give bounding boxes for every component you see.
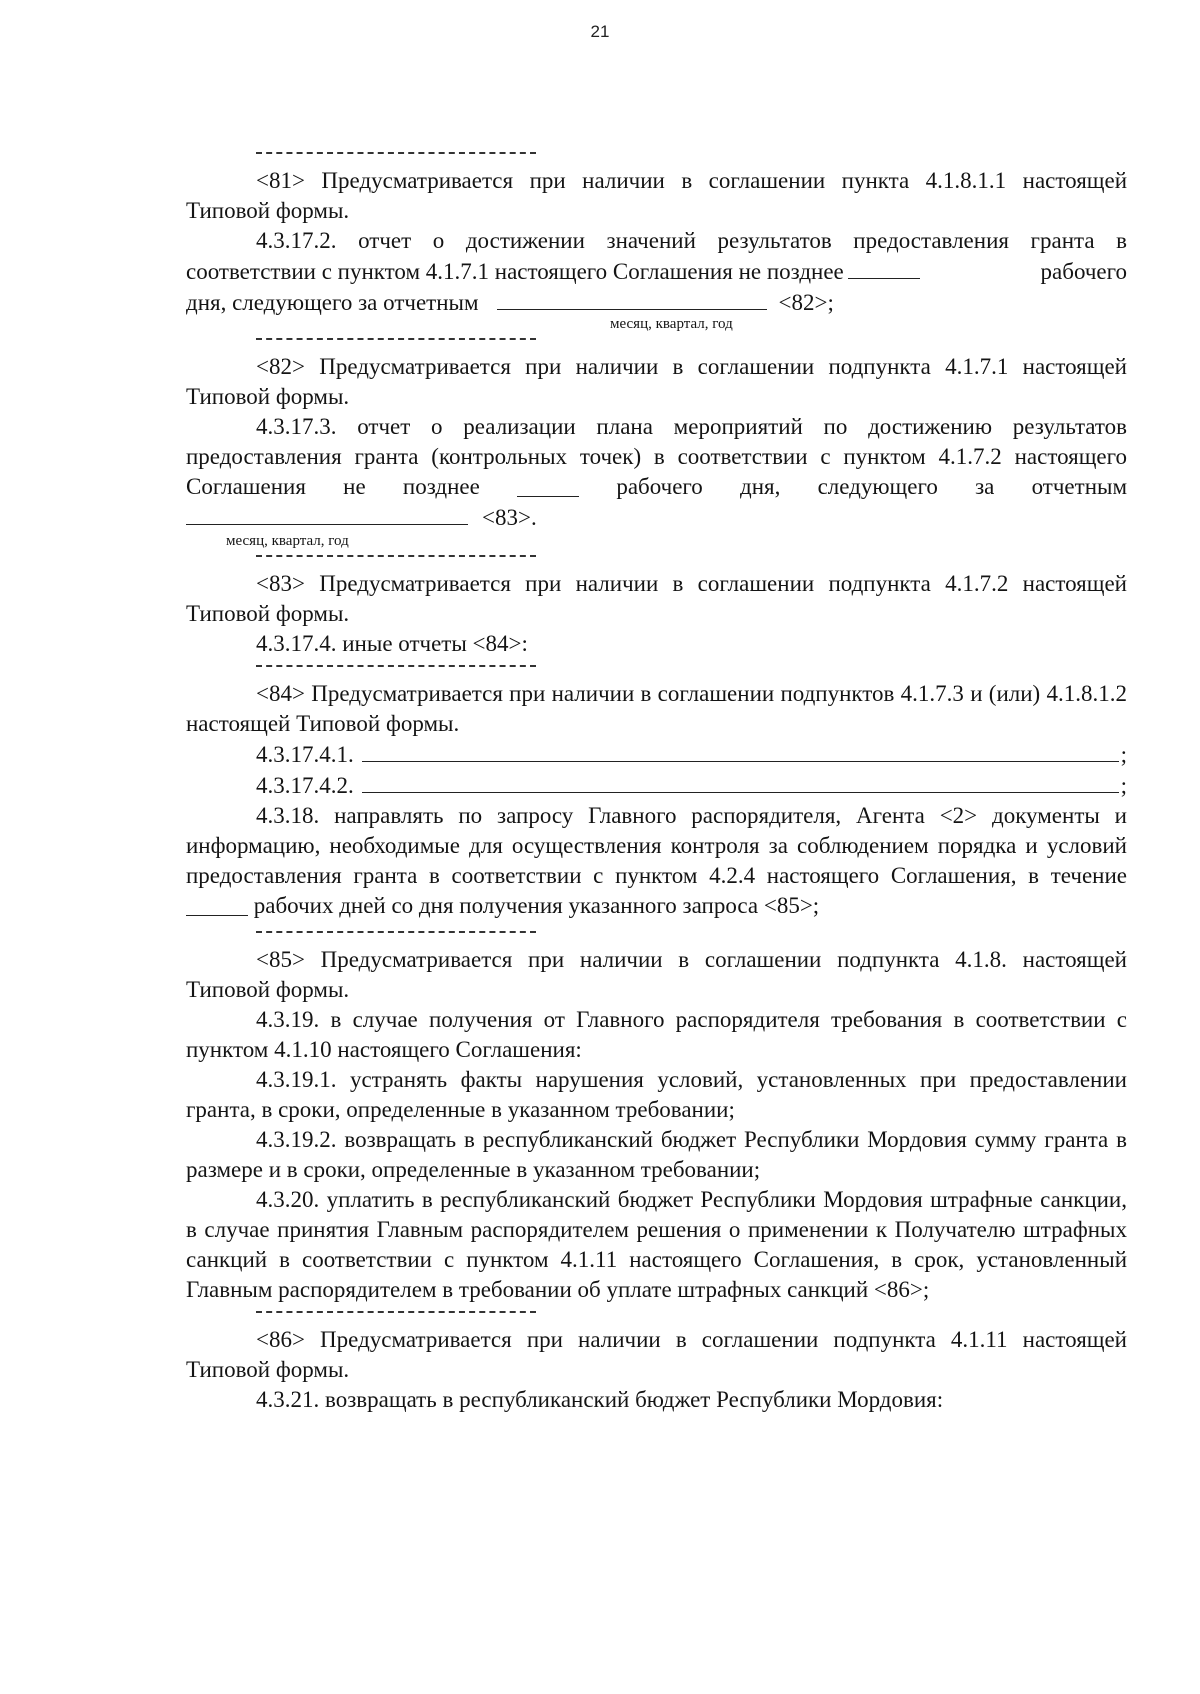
- text-fragment: рабочего дня, следующего за отчетным: [616, 474, 1128, 499]
- document-body: [186, 146, 1127, 1415]
- footnote-84: <84> Предусматривается при наличии в соглашении подпунктов 4.1.7.3 и (или) 4.1.8.1.2 настоящей Типовой формы.: [186, 681, 1127, 736]
- paragraph-4-3-17-2: [186, 226, 1127, 332]
- paragraph-4-3-20: 4.3.20. уплатить в республиканский бюджет Республики Мордовия штрафные санкции, в случае принятия Главным распорядителем решения о применении к Получателю штрафных санкций в соответствии с пунктом 4.1.11 настоящего Соглашения, в срок, установленный Главным распорядителем в требовании об уплате штрафных санкций <86>;: [186, 1187, 1127, 1302]
- paragraph-line: [186, 256, 1127, 287]
- footnote-separator: [256, 338, 536, 340]
- paragraph-4-3-19: 4.3.19. в случае получения от Главного распорядителя требования в соответствии с пунктом 4.1.10 настоящего Соглашения:: [186, 1007, 1127, 1062]
- field-caption: месяц, квартал, год: [226, 533, 349, 549]
- blank-field[interactable]: [848, 256, 920, 279]
- text-fragment: 4.3.18. направлять по запросу Главного распорядителя, Агента <2> документы и информацию, необходимые для осуществления контроля за соблюдением порядка и условий предоставления гранта в соответствии с пунктом 4.2.4 настоящего Соглашения, в течение: [186, 803, 1127, 888]
- blank-field[interactable]: [362, 770, 1119, 793]
- footnote-82: <82> Предусматривается при наличии в соглашении подпункта 4.1.7.1 настоящей Типовой формы.: [186, 354, 1127, 409]
- blank-field[interactable]: [497, 287, 767, 310]
- paragraph-line: 4.3.17.2. отчет о достижении значений результатов предоставления гранта в: [256, 228, 1127, 253]
- text-fragment: <83>.: [482, 505, 537, 530]
- footnote-86: <86> Предусматривается при наличии в соглашении подпункта 4.1.11 настоящей Типовой формы.: [186, 1327, 1127, 1382]
- item-label: 4.3.17.4.2.: [256, 773, 354, 798]
- footnote-separator: [256, 1311, 536, 1313]
- paragraph-text: [186, 412, 1127, 502]
- page-number: 21: [590, 22, 610, 41]
- text-fragment: рабочего: [1040, 259, 1127, 284]
- paragraph-4-3-17-4: 4.3.17.4. иные отчеты <84>:: [256, 631, 528, 656]
- field-caption: месяц, квартал, год: [610, 316, 733, 332]
- footnote-separator: [256, 555, 536, 557]
- blank-field[interactable]: [186, 502, 468, 525]
- item-label: 4.3.17.4.1.: [256, 742, 354, 767]
- blank-field[interactable]: [362, 739, 1119, 762]
- item-end: ;: [1120, 742, 1127, 767]
- footnote-separator: [256, 152, 536, 154]
- paragraph-line: [186, 502, 1127, 533]
- blank-field[interactable]: [517, 474, 579, 497]
- paragraph-line: [186, 287, 1127, 318]
- footnote-81: <81> Предусматривается при наличии в соглашении пункта 4.1.8.1.1 настоящей Типовой формы.: [186, 168, 1127, 223]
- text-fragment: <82>;: [778, 290, 834, 315]
- paragraph-4-3-21: 4.3.21. возвращать в республиканский бюджет Республики Мордовия:: [256, 1387, 944, 1412]
- footnote-83: <83> Предусматривается при наличии в соглашении подпункта 4.1.7.2 настоящей Типовой формы.: [186, 571, 1127, 626]
- item-4-3-17-4-1: [186, 739, 1127, 770]
- item-end: ;: [1120, 773, 1127, 798]
- item-4-3-17-4-2: [186, 770, 1127, 801]
- footnote-separator: [256, 931, 536, 933]
- paragraph-4-3-19-2: 4.3.19.2. возвращать в республиканский бюджет Республики Мордовия сумму гранта в размере и в сроки, определенные в указанном требовании;: [186, 1127, 1127, 1182]
- footnote-85: <85> Предусматривается при наличии в соглашении подпункта 4.1.8. настоящей Типовой формы.: [186, 947, 1127, 1002]
- blank-field[interactable]: [186, 893, 248, 916]
- text-fragment: дня, следующего за отчетным: [186, 290, 479, 315]
- paragraph-4-3-18: [186, 801, 1127, 921]
- footnote-separator: [256, 665, 536, 667]
- text-fragment: 4.3.17.3. отчет о реализации плана мероприятий по достижению результатов предоставления гранта (контрольных точек) в соответствии с пунктом 4.1.7.2 настоящего Соглашения не позднее: [186, 414, 1127, 499]
- paragraph-4-3-19-1: 4.3.19.1. устранять факты нарушения условий, установленных при предоставлении гранта, в сроки, определенные в указанном требовании;: [186, 1067, 1127, 1122]
- paragraph-4-3-17-3: [186, 412, 1127, 549]
- text-fragment: рабочих дней со дня получения указанного запроса <85>;: [253, 893, 820, 918]
- text-fragment: соответствии с пунктом 4.1.7.1 настоящего Соглашения не позднее: [186, 259, 844, 284]
